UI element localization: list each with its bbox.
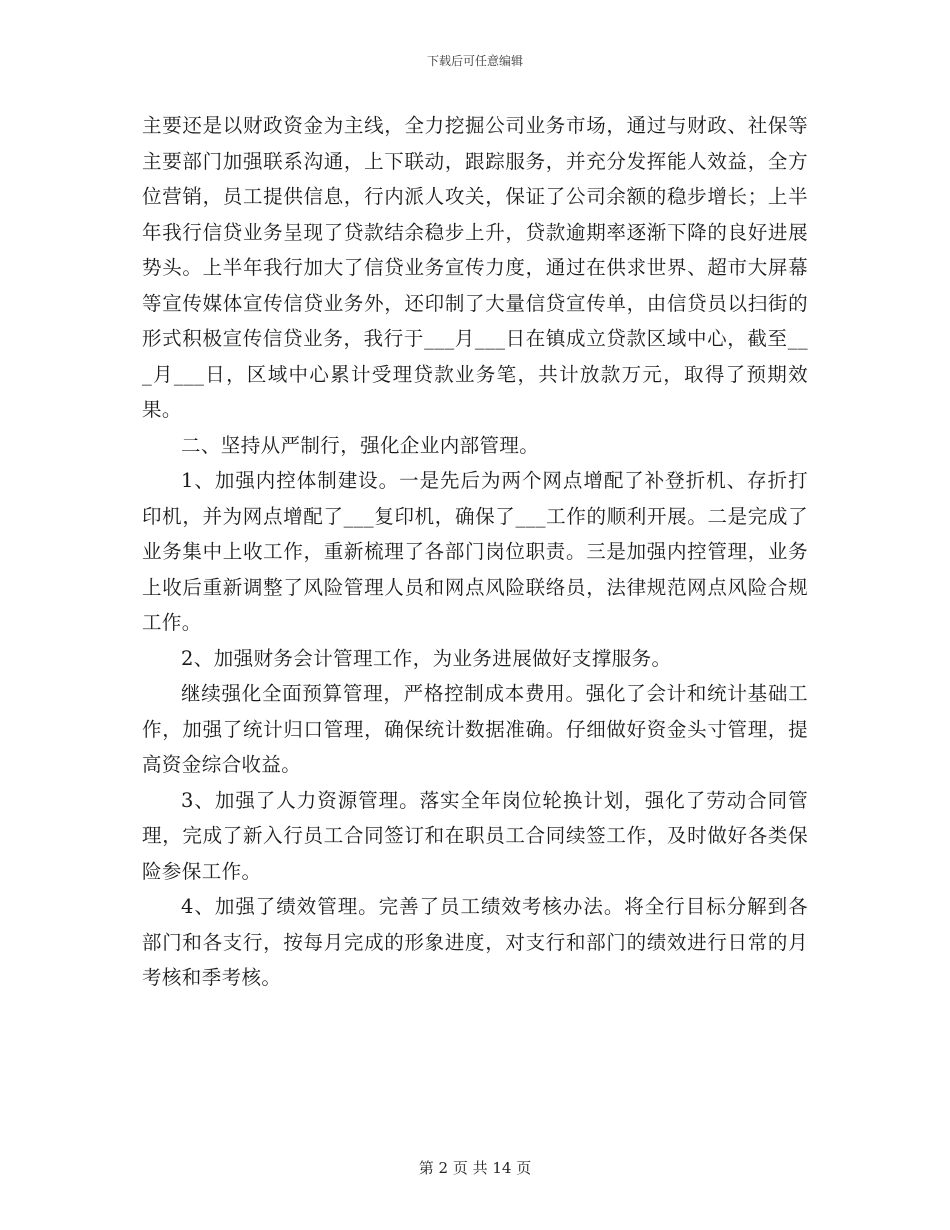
page-header: 下载后可任意编辑 — [426, 54, 523, 68]
page-number: 第 2 页 共 14 页 — [418, 1159, 532, 1177]
paragraph-internal-control: 1、加强内控体制建设。一是先后为两个网点增配了补登折机、存折打印机，并为网点增配了___复印机，确保了___工作的顺利开展。二是完成了业务集中上收工作，重新梳理了各部门岗位职责。三是加强内控管理，业务上收后重新调整了风险管理人员和网点风险联络员，法律规范网点风险合规工作。 — [142, 469, 808, 634]
paragraph-performance: 4、加强了绩效管理。完善了员工绩效考核办法。将全行目标分解到各部门和各支行，按每月完成的形象进度，对支行和部门的绩效进行日常的月考核和季考核。 — [142, 895, 808, 989]
paragraph-budget: 继续强化全面预算管理，严格控制成本费用。强化了会计和统计基础工作，加强了统计归口管理，确保统计数据准确。仔细做好资金头寸管理，提高资金综合收益。 — [142, 682, 808, 776]
document-body — [142, 108, 808, 996]
paragraph-finance-heading: 2、加强财务会计管理工作，为业务进展做好支撑服务。 — [181, 646, 672, 670]
section-heading-2: 二、坚持从严制行，强化企业内部管理。 — [181, 433, 540, 457]
paragraph-hr: 3、加强了人力资源管理。落实全年岗位轮换计划，强化了劳动合同管理，完成了新入行员工合同签订和在职员工合同续签工作，及时做好各类保险参保工作。 — [142, 788, 808, 883]
paragraph-1: 主要还是以财政资金为主线，全力挖掘公司业务市场，通过与财政、社保等主要部门加强联系沟通，上下联动，跟踪服务，并充分发挥能人效益，全方位营销，员工提供信息，行内派人攻关，保证了公司余额的稳步增长；上半年我行信贷业务呈现了贷款结余稳步上升，贷款逾期率逐渐下降的良好进展势头。上半年我行加大了信贷业务宣传力度，通过在供求世界、超市大屏幕等宣传媒体宣传信贷业务外，还印制了大量信贷宣传单，由信贷员以扫街的形式积极宣传信贷业务，我行于___月___日在镇成立贷款区域中心，截至___月___日，区域中心累计受理贷款业务笔，共计放款万元，取得了预期效果。 — [142, 114, 808, 421]
